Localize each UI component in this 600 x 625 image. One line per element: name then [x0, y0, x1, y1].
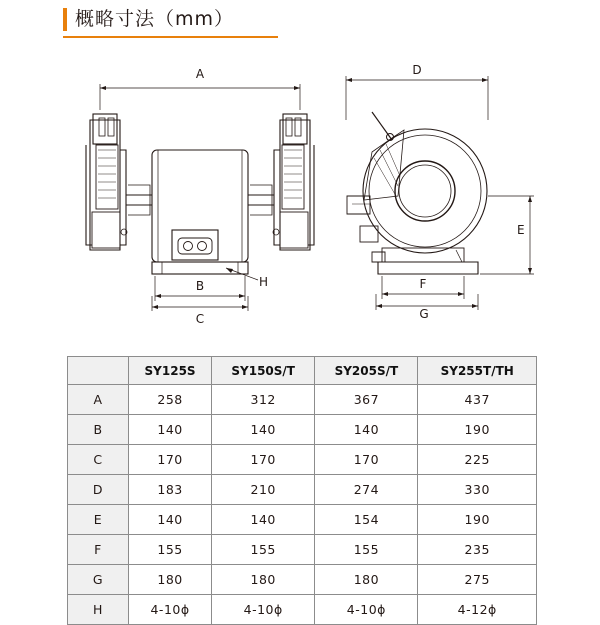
table-cell: 180 — [315, 565, 418, 595]
table-row — [68, 565, 537, 595]
table-corner-cell — [68, 357, 129, 385]
table-cell: 170 — [315, 445, 418, 475]
column-header-sy255tth: SY255T/TH — [418, 357, 537, 385]
dim-label-e: E — [517, 223, 525, 237]
dim-label-d: D — [412, 63, 422, 77]
table-cell: 225 — [418, 445, 537, 475]
table-cell: 235 — [418, 535, 537, 565]
dim-label-g: G — [419, 307, 429, 321]
table-header-row — [68, 357, 537, 385]
dim-label-a: A — [195, 67, 205, 81]
row-label: C — [68, 445, 129, 475]
table-cell: 140 — [212, 505, 315, 535]
table-cell: 140 — [315, 415, 418, 445]
column-header-sy125s: SY125S — [129, 357, 212, 385]
table-row — [68, 535, 537, 565]
dim-label-b: B — [195, 279, 205, 293]
dim-label-c: C — [195, 312, 205, 325]
table-cell: 155 — [129, 535, 212, 565]
table-cell: 180 — [129, 565, 212, 595]
row-label: A — [68, 385, 129, 415]
column-header-sy205st: SY205S/T — [315, 357, 418, 385]
table-cell: 190 — [418, 415, 537, 445]
row-label: E — [68, 505, 129, 535]
table-cell: 183 — [129, 475, 212, 505]
row-label: D — [68, 475, 129, 505]
row-label: G — [68, 565, 129, 595]
table-cell: 140 — [129, 505, 212, 535]
table-cell: 330 — [418, 475, 537, 505]
table-cell: 210 — [212, 475, 315, 505]
table-cell: 4-10ϕ — [212, 595, 315, 625]
heading-title: 概略寸法（mm） — [75, 8, 235, 30]
table-row — [68, 415, 537, 445]
table-cell: 275 — [418, 565, 537, 595]
table-cell: 180 — [212, 565, 315, 595]
table-cell: 140 — [129, 415, 212, 445]
table-cell: 367 — [315, 385, 418, 415]
heading-accent-bar — [63, 8, 67, 31]
dim-label-f: F — [419, 277, 427, 291]
table-cell: 4-12ϕ — [418, 595, 537, 625]
row-label: B — [68, 415, 129, 445]
section-heading — [63, 4, 278, 37]
table-cell: 155 — [315, 535, 418, 565]
row-label: F — [68, 535, 129, 565]
table-row — [68, 505, 537, 535]
table-cell: 155 — [212, 535, 315, 565]
table-cell: 140 — [212, 415, 315, 445]
side-view — [346, 76, 534, 310]
table-cell: 4-10ϕ — [315, 595, 418, 625]
row-label: H — [68, 595, 129, 625]
column-header-sy150st: SY150S/T — [212, 357, 315, 385]
table-row — [68, 595, 537, 625]
table-cell: 190 — [418, 505, 537, 535]
table-cell: 258 — [129, 385, 212, 415]
table-cell: 4-10ϕ — [129, 595, 212, 625]
table-row — [68, 385, 537, 415]
table-cell: 170 — [212, 445, 315, 475]
dim-label-h: H — [259, 275, 269, 289]
table-row — [68, 475, 537, 505]
dimension-table — [67, 356, 537, 625]
table-cell: 170 — [129, 445, 212, 475]
table-row — [68, 445, 537, 475]
dimension-drawing — [0, 40, 600, 325]
front-view — [86, 84, 314, 311]
table-cell: 154 — [315, 505, 418, 535]
table-cell: 312 — [212, 385, 315, 415]
heading-underline — [63, 36, 278, 38]
table-cell: 274 — [315, 475, 418, 505]
table-cell: 437 — [418, 385, 537, 415]
